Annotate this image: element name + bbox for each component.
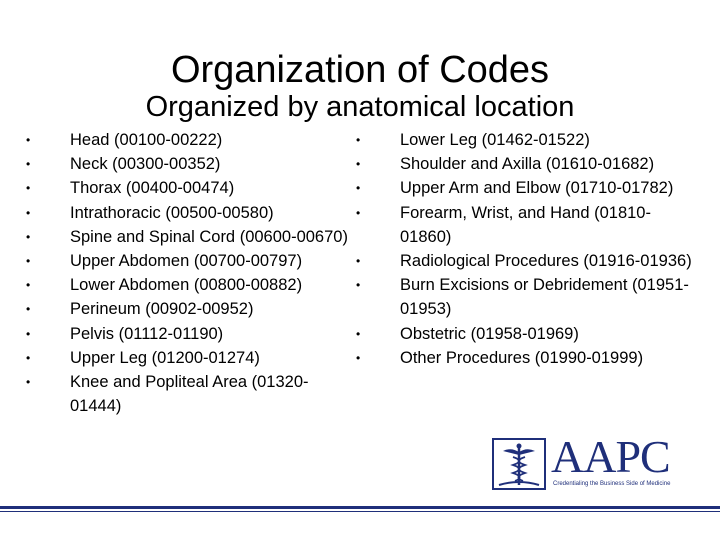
list-item-text: Shoulder and Axilla (01610-01682): [400, 155, 655, 174]
list-item: [26, 297, 350, 321]
bullet: •: [26, 278, 31, 293]
list-item: [26, 273, 350, 297]
bullet: •: [26, 133, 31, 147]
list-item: [26, 128, 350, 152]
bullet: •: [356, 133, 361, 147]
caduceus-icon: [491, 437, 547, 491]
list-item-text: Pelvis (01112-01190): [70, 324, 224, 343]
list-item-text: Knee and Popliteal Area (01320-01444): [70, 373, 309, 416]
right-column-list: [356, 128, 700, 370]
bullet: •: [356, 157, 361, 172]
list-item-text: Lower Leg (01462-01522): [400, 131, 590, 149]
list-item: [356, 176, 700, 200]
left-column-list: [26, 128, 350, 418]
bullet: •: [26, 181, 31, 196]
list-item: [26, 370, 350, 418]
list-item: [356, 152, 700, 176]
list-item-text: Spine and Spinal Cord (00600-00670): [70, 227, 348, 246]
list-item-text: Other Procedures (01990-01999): [400, 348, 644, 367]
bullet: •: [356, 278, 361, 293]
bullet: •: [26, 350, 31, 365]
list-item-text: Intrathoracic (00500-00580): [70, 203, 274, 222]
list-item-text: Head (00100-00222): [70, 131, 223, 149]
bullet: •: [356, 181, 361, 196]
list-item: [26, 249, 350, 273]
bullet: •: [26, 326, 31, 341]
list-item-text: Forearm, Wrist, and Hand (01810-01860): [400, 203, 651, 246]
list-item-text: Thorax (00400-00474): [70, 179, 235, 198]
list-item: [26, 322, 350, 346]
list-item: [356, 128, 700, 152]
bullet: •: [26, 302, 31, 317]
list-item-text: Upper Arm and Elbow (01710-01782): [400, 179, 674, 198]
footer-divider: [0, 506, 720, 509]
bullet: •: [356, 205, 361, 220]
bullet: •: [26, 375, 31, 390]
list-item: [26, 225, 350, 249]
bullet: •: [26, 157, 31, 172]
list-item: [356, 273, 700, 321]
footer-divider-thin: [0, 511, 720, 512]
bullet: •: [356, 254, 361, 269]
list-item: [26, 346, 350, 370]
list-item-text: Perineum (00902-00952): [70, 300, 254, 319]
bullet: •: [26, 205, 31, 220]
bullet: •: [356, 350, 361, 365]
bullet: •: [26, 254, 31, 269]
list-item: [26, 176, 350, 200]
list-item: [26, 152, 350, 176]
list-item-text: Radiological Procedures (01916-01936): [400, 252, 692, 271]
bullet: •: [26, 229, 31, 244]
list-item-text: Upper Leg (01200-01274): [70, 348, 260, 367]
list-item: [356, 249, 700, 273]
list-item: [356, 346, 700, 370]
bullet: •: [356, 326, 361, 341]
list-item-text: Burn Excisions or Debridement (01951-01953): [400, 276, 689, 319]
aapc-logo: [491, 431, 685, 491]
list-item-text: Neck (00300-00352): [70, 155, 221, 174]
list-item: [26, 201, 350, 225]
list-item-text: Upper Abdomen (00700-00797): [70, 252, 303, 271]
list-item-text: Lower Abdomen (00800-00882): [70, 276, 303, 295]
list-item: [356, 201, 700, 249]
list-item: [356, 322, 700, 346]
slide-title: Organization of Codes: [170, 49, 550, 91]
logo-tagline: Credentialing the Business Side of Medicine: [553, 481, 671, 487]
slide-subtitle: Organized by anatomical location: [145, 91, 575, 123]
logo-text: AAPC: [551, 431, 670, 482]
list-item-text: Obstetric (01958-01969): [400, 324, 579, 343]
